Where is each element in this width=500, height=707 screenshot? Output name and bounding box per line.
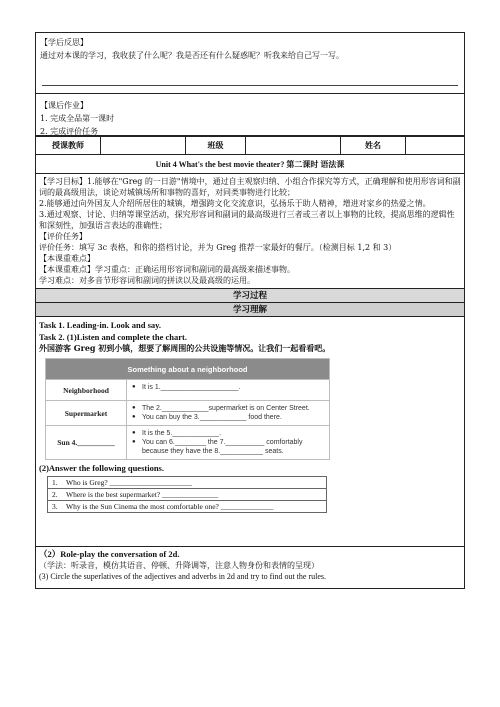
chart-blank-item[interactable]: ● The 2.____________supermarket is on Center Street. (142, 404, 328, 413)
task1-title: Task 1. Leading-in. Look and say. (39, 320, 162, 330)
homework-item: 1. 完成全品第一课时 (40, 114, 115, 123)
question-number: 3. (52, 502, 58, 511)
unit-title: Unit 4 What's the best movie theater? 第二课时 语法课 (36, 155, 465, 174)
chart-blank-item[interactable]: ● You can 6.________ the 7.__________ comfortably because they have the 8.___________ seats. (142, 438, 328, 456)
chart-blank-item[interactable]: ● It is 1.____________________. (142, 383, 328, 392)
roleplay-note: （学法：听录音，模仿其语音、停顿、升降调等，注意人物身份和表情的呈现） (39, 561, 319, 570)
keypoints-difficulty: 学习难点：对多音节形容词和副词的拼读以及最高级的运用。 (39, 276, 255, 285)
chart-row-items[interactable] (127, 401, 330, 426)
class-label: 班级 (186, 137, 246, 155)
chart-row-label: Sun 4.__________ (46, 426, 127, 460)
question-text: Who is Greg? ______________________ (66, 478, 193, 487)
objectives-section (35, 174, 465, 289)
teacher-field[interactable] (101, 137, 186, 155)
reflection-answer-line[interactable] (42, 84, 458, 86)
keypoints-focus: 【本课重难点】学习重点：正确运用形容词和副词的最高级来描述事物。 (39, 265, 295, 274)
objectives-line: 2.能够通过向外国友人介绍所居住的城镇，增强跨文化交流意识，弘扬乐于助人精神，增进对家乡的热爱之情。 (39, 199, 431, 208)
class-field[interactable] (246, 137, 341, 155)
question-text: Why is the Sun Cinema the most comfortable one? ______________ (66, 502, 274, 511)
question-row[interactable] (48, 477, 327, 489)
reflection-title: 【学后反思】 (40, 38, 88, 47)
chart-row-label: Neighborhood (46, 380, 127, 401)
question-number: 2. (52, 490, 58, 499)
objectives-line: 3.通过观察、讨论、归纳等课堂活动，探究形容词和副词的最高级进行三者或三者以上事物的比较，提高思维的逻辑性和深刻性，加强语言表达的准确性； (39, 210, 455, 230)
homework-title: 【课后作业】 (40, 101, 88, 110)
homework-item: 2. 完成评价任务 (40, 127, 99, 136)
keypoints-label: 【本课重难点】 (39, 254, 95, 263)
chart-header: Something about a neighborhood (46, 359, 330, 380)
reflection-section (35, 32, 465, 94)
objectives-label: 【学习目标】 (39, 177, 87, 186)
question-row[interactable] (48, 501, 327, 513)
chart-blank-item[interactable]: ● You can buy the 3.____________ food there. (142, 413, 328, 422)
roleplay-section (35, 547, 465, 589)
info-row (35, 136, 465, 174)
task2-intro: 外国游客 Greg 初到小镇，想要了解周围的公共设施等情况。让我们一起看看吧。 (39, 343, 331, 353)
objectives-line: 【学习目标】1.能够在"Greg 的一日游"情境中，通过自主观察归纳、小组合作探究等方式，正确理解和使用形容词和副词的最高级用法，谈论对城镇场所和事物的喜好，对同类事物进行比较； (39, 177, 461, 197)
question-text: Where is the best supermarket? _______________ (66, 490, 219, 499)
task2-title: Task 2. (1)Listen and complete the chart. (39, 332, 187, 342)
chart-row-label: Supermarket (46, 401, 127, 426)
chart-blank-item[interactable]: ● It is the 5.____________. (142, 429, 328, 438)
worksheet (35, 32, 465, 589)
understanding-header: 学习理解 (35, 303, 465, 317)
reflection-prompt: 通过对本课的学习，我收获了什么呢？我是否还有什么疑惑呢？听我来给自己写一写。 (40, 51, 344, 60)
neighborhood-chart (45, 358, 330, 460)
question-number: 1. (52, 478, 58, 487)
process-header: 学习过程 (35, 289, 465, 303)
questions-table (47, 476, 327, 513)
roleplay-title: （2）Role-play the conversation of 2d. (39, 549, 180, 559)
evaluation-label: 【评价任务】 (39, 232, 87, 241)
questions-title: (2)Answer the following questions. (39, 463, 164, 473)
teacher-label: 授课教师 (36, 137, 101, 155)
chart-row-items[interactable] (127, 426, 330, 460)
chart-row-items[interactable] (127, 380, 330, 401)
homework-section (35, 94, 465, 136)
roleplay-circle-task: (3) Circle the superlatives of the adjectives and adverbs in 2d and try to find out the rules. (39, 572, 327, 581)
question-row[interactable] (48, 489, 327, 501)
name-field[interactable] (406, 137, 465, 155)
name-label: 姓名 (341, 137, 406, 155)
evaluation-text: 评价任务：填写 3c 表格，和你的搭档讨论，并为 Greg 推荐一家最好的餐厅。（检测目标 1,2 和 3） (39, 243, 397, 252)
task-section (35, 317, 465, 547)
